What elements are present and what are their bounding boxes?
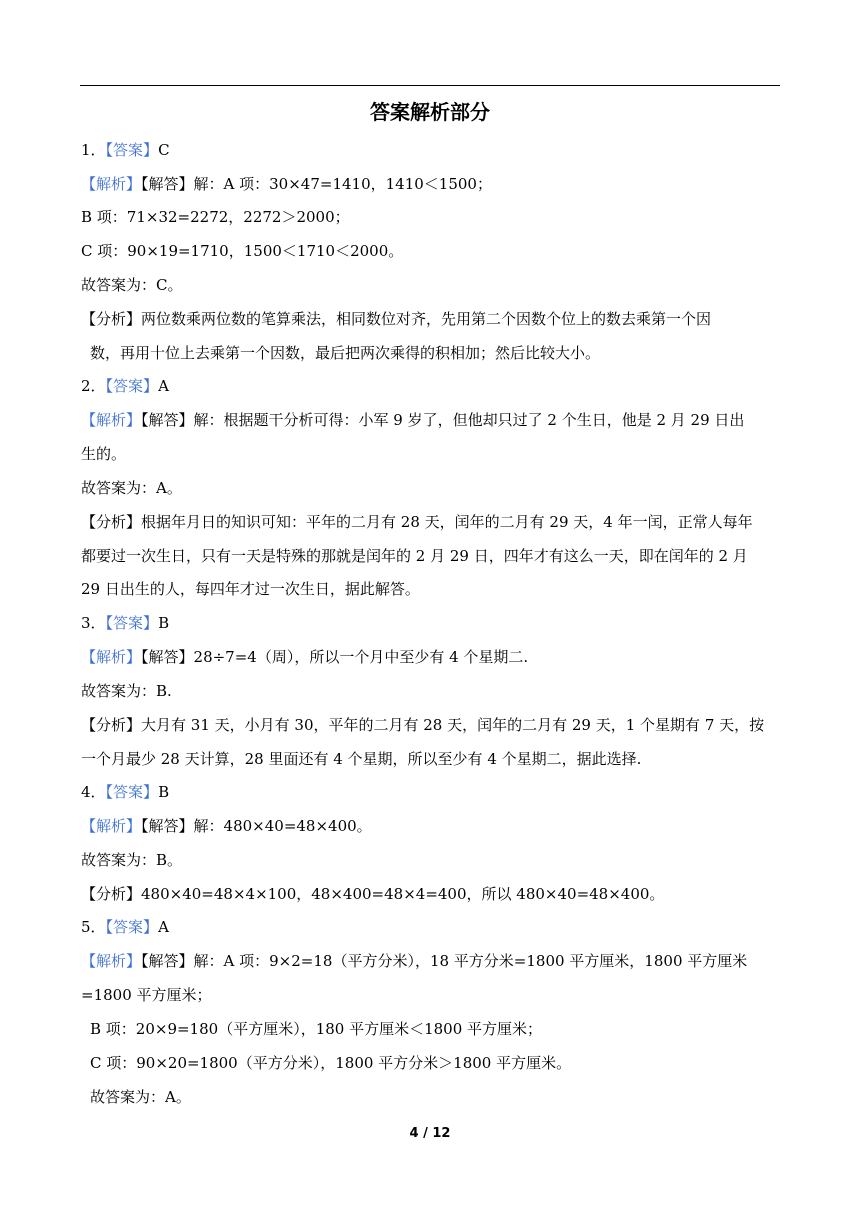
page-number: 4 / 12 xyxy=(409,1126,451,1141)
jiexi-tag: 【解析】 xyxy=(81,817,142,835)
q1-number: 1． xyxy=(81,141,106,159)
q1-conclusion: 故答案为：C。 xyxy=(81,276,183,294)
jieda-tag: 【解答】 xyxy=(141,952,194,970)
answer-tag: 【答案】 xyxy=(105,141,159,159)
q3-number: 3． xyxy=(81,614,106,632)
q3-analysis-line-1: 【分析】大月有 31 天，小月有 30，平年的二月有 28 天，闰年的二月有 29 天，1 个星期有 7 天，按 xyxy=(81,716,765,734)
fenxi-tag: 【分析】 xyxy=(81,716,142,734)
q5-number: 5． xyxy=(81,918,106,936)
q2-analysis-line-2: 都要过一次生日，只有一天是特殊的那就是闰年的 2 月 29 日，四年才有这么一天，即在闰年的 2 月 xyxy=(81,547,748,565)
q2-solution-line-2: 生的。 xyxy=(81,445,127,463)
q1-answer: C xyxy=(158,141,170,159)
q5-conclusion: 故答案为：A。 xyxy=(90,1088,191,1106)
q4-answer: B xyxy=(158,783,170,801)
q3-analysis-line-2: 一个月最少 28 天计算，28 里面还有 4 个星期，所以至少有 4 个星期二，据此选择. xyxy=(81,750,642,768)
q5-solution-line-4: C 项：90×20=1800（平方分米），1800 平方分米＞1800 平方厘米。 xyxy=(90,1054,572,1072)
q5-solution-line-1: 【解析】【解答】解：A 项：9×2=18（平方分米），18 平方分米=1800 平方厘米，1800 平方厘米 xyxy=(81,952,748,970)
q2-number: 2． xyxy=(81,377,106,395)
q4-solution-line-1: 【解析】【解答】解：480×40=48×400。 xyxy=(81,817,372,835)
q4-number: 4． xyxy=(81,783,106,801)
answer-tag: 【答案】 xyxy=(105,918,159,936)
jiexi-tag: 【解析】 xyxy=(81,952,142,970)
q3-answer: B xyxy=(158,614,170,632)
answer-tag: 【答案】 xyxy=(105,614,159,632)
q5-solution-line-2: =1800 平方厘米； xyxy=(81,986,212,1004)
q1-answer-line xyxy=(81,140,170,160)
q4-conclusion: 故答案为：B。 xyxy=(81,851,183,869)
jiexi-tag: 【解析】 xyxy=(81,411,142,429)
jiexi-tag: 【解析】 xyxy=(81,175,142,193)
q5-answer-line xyxy=(81,917,169,937)
q2-solution-line-1: 【解析】【解答】解：根据题干分析可得：小军 9 岁了，但他却只过了 2 个生日，他是 2 月 29 日出 xyxy=(81,411,745,429)
q1-solution-line-2: B 项：71×32=2272，2272＞2000； xyxy=(81,208,350,226)
q4-answer-line xyxy=(81,782,169,802)
q3-solution-line-1: 【解析】【解答】28÷7=4（周），所以一个月中至少有 4 个星期二. xyxy=(81,648,529,666)
q2-analysis-line-3: 29 日出生的人，每四年才过一次生日，据此解答。 xyxy=(81,580,420,598)
q3-answer-line xyxy=(81,613,169,633)
q5-answer: A xyxy=(158,918,169,936)
q2-analysis-line-1: 【分析】根据年月日的知识可知：平年的二月有 28 天，闰年的二月有 29 天，4 年一闰，正常人每年 xyxy=(81,513,753,531)
fenxi-tag: 【分析】 xyxy=(81,310,142,328)
q3-conclusion: 故答案为：B. xyxy=(81,682,172,700)
jieda-tag: 【解答】 xyxy=(141,817,194,835)
q1-analysis-line-1: 【分析】两位数乘两位数的笔算乘法，相同数位对齐，先用第二个因数个位上的数去乘第一个因 xyxy=(81,310,712,328)
jieda-tag: 【解答】 xyxy=(141,175,194,193)
q2-conclusion: 故答案为：A。 xyxy=(81,479,182,497)
q1-analysis-line-2: 数，再用十位上去乘第一个因数，最后把两次乘得的积相加；然后比较大小。 xyxy=(90,344,601,362)
q1-solution-line-1: 【解析】【解答】解：A 项：30×47=1410，1410＜1500； xyxy=(81,175,492,193)
jiexi-tag: 【解析】 xyxy=(81,648,142,666)
header-rule xyxy=(80,85,780,86)
q2-answer-line xyxy=(81,376,169,396)
q4-analysis-line-1: 【分析】480×40=48×4×100，48×400=48×4=400，所以 480×40=48×400。 xyxy=(81,885,665,903)
answer-tag: 【答案】 xyxy=(105,377,159,395)
fenxi-tag: 【分析】 xyxy=(81,885,142,903)
page-title: 答案解析部分 xyxy=(370,100,490,124)
fenxi-tag: 【分析】 xyxy=(81,513,142,531)
jieda-tag: 【解答】 xyxy=(141,411,194,429)
q2-answer: A xyxy=(158,377,169,395)
answer-tag: 【答案】 xyxy=(105,783,159,801)
q1-solution-line-3: C 项：90×19=1710，1500＜1710＜2000。 xyxy=(81,242,404,260)
jieda-tag: 【解答】 xyxy=(141,648,194,666)
q5-solution-line-3: B 项：20×9=180（平方厘米），180 平方厘米＜1800 平方厘米； xyxy=(90,1020,543,1038)
